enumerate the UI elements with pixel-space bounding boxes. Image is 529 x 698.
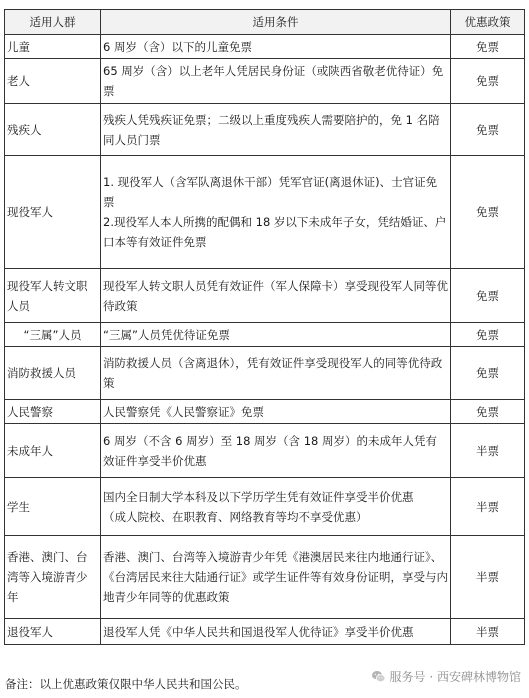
table-row	[5, 323, 525, 347]
condition-line: 国内全日制大学本科及以下学历学生凭有效证件享受半价优惠	[103, 489, 414, 504]
row-group: 人民警察	[5, 400, 101, 424]
row-condition	[101, 347, 451, 400]
condition-line: 退役军人凭《中华人民共和国退役军人优待证》享受半价优惠	[103, 624, 414, 639]
row-condition	[101, 269, 451, 323]
table-row	[5, 619, 525, 645]
row-group: “三属”人员	[5, 323, 101, 347]
row-group: 消防救援人员	[5, 347, 101, 400]
row-condition	[101, 323, 451, 347]
row-policy: 免票	[451, 59, 525, 104]
row-group: 残疾人	[5, 104, 101, 156]
table-row	[5, 347, 525, 400]
table-row	[5, 35, 525, 59]
row-group: 儿童	[5, 35, 101, 59]
row-policy: 半票	[451, 424, 525, 478]
table-row	[5, 269, 525, 323]
row-condition	[101, 478, 451, 536]
table-row	[5, 59, 525, 104]
condition-line: 残疾人凭残疾证免票；二级以上重度残疾人需要陪护的，免 1 名陪同人员门票	[103, 112, 440, 147]
header-group: 适用人群	[5, 10, 101, 35]
header-policy: 优惠政策	[451, 10, 525, 35]
footnote: 备注：以上优惠政策仅限中华人民共和国公民。	[5, 677, 247, 691]
row-policy: 半票	[451, 536, 525, 619]
row-group: 现役军人	[5, 156, 101, 269]
row-condition	[101, 35, 451, 59]
table-row	[5, 424, 525, 478]
row-group: 老人	[5, 59, 101, 104]
condition-line: 香港、澳门、台湾等入境游青少年凭《港澳居民来往内地通行证》、《台湾居民来往大陆通行证》或学生证件等有效身份证明，享受与内地青少年同等的优惠政策	[103, 550, 448, 604]
row-group: 退役军人	[5, 619, 101, 645]
table-row	[5, 400, 525, 424]
condition-line: 人民警察凭《人民警察证》免票	[103, 404, 264, 419]
row-group: 学生	[5, 478, 101, 536]
row-condition	[101, 424, 451, 478]
watermark	[371, 668, 521, 685]
condition-line: 消防救援人员（含离退休），凭有效证件享受现役军人的同等优待政策	[103, 356, 443, 390]
row-policy: 免票	[451, 35, 525, 59]
row-policy: 免票	[451, 323, 525, 347]
condition-line: 现役军人转文职人员凭有效证件（军人保障卡）享受现役军人同等优待政策	[103, 278, 448, 313]
condition-line: 6 周岁（不含 6 周岁）至 18 周岁（含 18 周岁）的未成年人凭有效证件享受半价优惠	[103, 433, 437, 468]
row-group: 现役军人转文职人员	[5, 269, 101, 323]
wechat-icon	[371, 669, 386, 684]
condition-line: 65 周岁（含）以上老年人凭居民身份证（或陕西省敬老优待证）免票	[103, 64, 444, 98]
condition-line: “三属”人员凭优待证免票	[103, 327, 230, 342]
table-row	[5, 536, 525, 619]
table-row	[5, 156, 525, 269]
condition-line: 2.现役军人本人所携的配偶和 18 岁以下未成年子女，凭结婚证、户口本等有效证件免票	[103, 215, 447, 249]
row-condition	[101, 59, 451, 104]
table-header-row	[5, 10, 525, 35]
row-policy: 免票	[451, 347, 525, 400]
row-policy: 半票	[451, 619, 525, 645]
header-condition: 适用条件	[101, 10, 451, 35]
condition-line: 6 周岁（含）以下的儿童免票	[103, 39, 252, 54]
table-row	[5, 104, 525, 156]
row-policy: 免票	[451, 269, 525, 323]
row-policy: 半票	[451, 478, 525, 536]
row-condition	[101, 400, 451, 424]
row-condition	[101, 156, 451, 269]
ticket-policy-table	[4, 9, 525, 645]
condition-line: （成人院校、在职教育、网络教育等均不享受优惠）	[103, 509, 368, 524]
row-policy: 免票	[451, 104, 525, 156]
row-condition	[101, 536, 451, 619]
condition-line: 1. 现役军人（含军队离退休干部）凭军官证(离退休证)、士官证免票	[103, 175, 438, 209]
row-condition	[101, 104, 451, 156]
row-group: 未成年人	[5, 424, 101, 478]
watermark-text: 服务号 · 西安碑林博物馆	[389, 670, 521, 684]
row-policy: 免票	[451, 400, 525, 424]
row-condition	[101, 619, 451, 645]
table-row	[5, 478, 525, 536]
row-group: 香港、澳门、台湾等入境游青少年	[5, 536, 101, 619]
row-policy: 免票	[451, 156, 525, 269]
